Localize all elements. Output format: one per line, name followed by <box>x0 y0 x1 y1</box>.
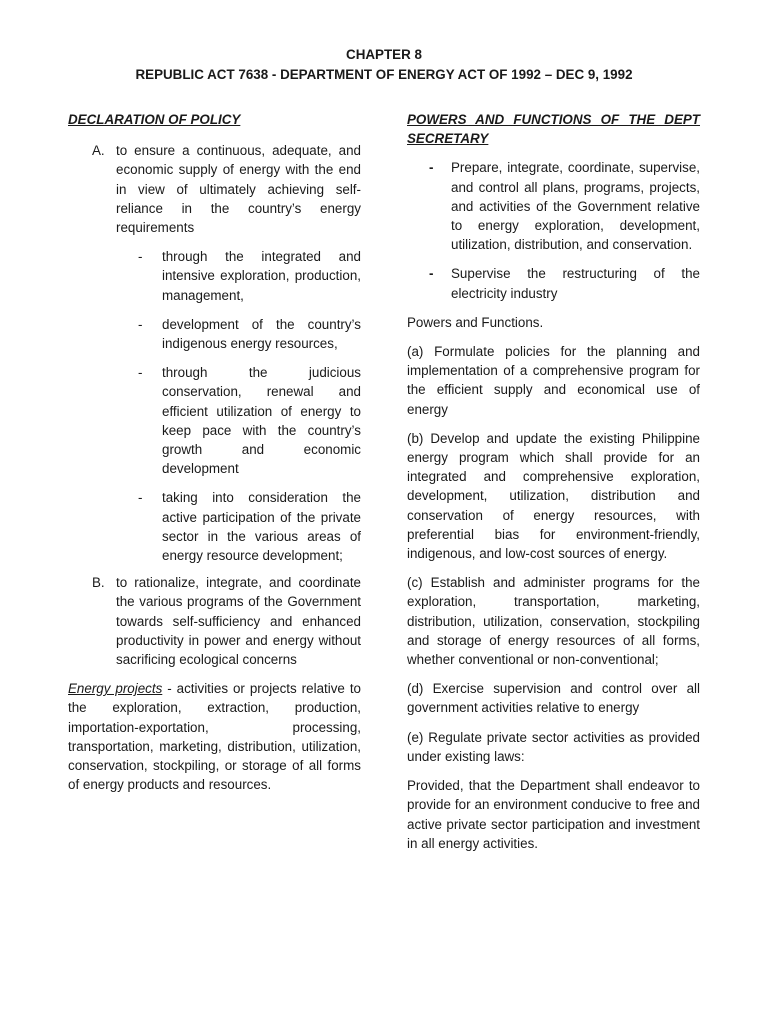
dash-bullet: - <box>429 266 434 282</box>
sub-item-text: through the judicious conservation, renewal and efficient utilization of energy to keep pace with the country’s growth and economic development <box>162 365 361 477</box>
powers-subheading: Powers and Functions. <box>407 314 544 330</box>
function-paragraph: (e) Regulate private sector activities as provided under existing laws: <box>407 729 700 764</box>
declaration-heading: DECLARATION OF POLICY <box>68 112 241 127</box>
dash-bullet: - <box>138 490 143 506</box>
item-b-label: B. <box>92 575 105 591</box>
policy-item-a <box>68 141 361 237</box>
sub-item-text: through the integrated and intensive exploration, production, management, <box>162 249 361 303</box>
secretary-bullet <box>407 264 700 302</box>
powers-heading: POWERS AND FUNCTIONS OF THE DEPT SECRETARY <box>407 112 700 147</box>
left-column <box>68 110 361 795</box>
sub-item <box>68 488 361 565</box>
sub-item <box>68 247 361 305</box>
item-a-label: A. <box>92 143 105 159</box>
energy-projects-text: - activities or projects relative to the exploration, extraction, production, importation-exportation, processing, transportation, marketing, distribution, utilization, conservation, stockpiling, or storage of all forms of energy products and resources. <box>68 681 361 793</box>
bullet-text: Supervise the restructuring of the electricity industry <box>451 266 700 301</box>
function-paragraph: (c) Establish and administer programs for the exploration, transportation, marketing, distribution, utilization, conservation, stockpiling and storage of energy resources of all forms, whether conventional or non-conventional; <box>407 575 700 668</box>
function-paragraph: (d) Exercise supervision and control over all government activities relative to energy <box>407 681 700 716</box>
secretary-bullet <box>407 158 700 254</box>
sub-item <box>68 315 361 353</box>
right-column <box>407 110 700 853</box>
dash-bullet: - <box>138 249 143 265</box>
item-b-text: to rationalize, integrate, and coordinate the various programs of the Government towards self-sufficiency and enhanced productivity in power and energy without sacrificing ecological concerns <box>116 575 361 668</box>
energy-projects-definition <box>68 679 361 794</box>
item-a-sublist <box>68 247 361 565</box>
dash-bullet: - <box>429 160 434 176</box>
dash-bullet: - <box>138 316 143 332</box>
sub-item <box>68 363 361 478</box>
energy-projects-term: Energy projects <box>68 681 163 697</box>
act-title: REPUBLIC ACT 7638 - DEPARTMENT OF ENERGY ACT OF 1992 – DEC 9, 1992 <box>135 67 633 82</box>
dash-bullet: - <box>138 365 143 381</box>
document-header <box>0 45 768 85</box>
chapter-title: CHAPTER 8 <box>346 47 422 62</box>
sub-item-text: taking into consideration the active participation of the private sector in the various areas of energy resource development; <box>162 490 361 564</box>
policy-item-b <box>68 573 361 669</box>
sub-item-text: development of the country’s indigenous energy resources, <box>162 316 361 352</box>
function-paragraph: (b) Develop and update the existing Philippine energy program which shall provide for an integrated and comprehensive exploration, development, utilization, distribution and conservation of energy resources, with preferential bias for environment-friendly, indigenous, and low-cost sources of energy. <box>407 430 700 562</box>
bullet-text: Prepare, integrate, coordinate, supervise, and control all plans, programs, projects, and activities of the Government relative to energy exploration, development, utilization, distribution, and conservation. <box>451 160 700 253</box>
item-a-text: to ensure a continuous, adequate, and economic supply of energy with the end in view of ultimately achieving self-reliance in the country’s energy requirements <box>116 143 361 236</box>
proviso-paragraph: Provided, that the Department shall endeavor to provide for an environment conducive to free and active private sector participation and investment in all energy activities. <box>407 778 700 851</box>
function-paragraph: (a) Formulate policies for the planning and implementation of a comprehensive program for the efficient supply and economical use of energy <box>407 344 700 417</box>
